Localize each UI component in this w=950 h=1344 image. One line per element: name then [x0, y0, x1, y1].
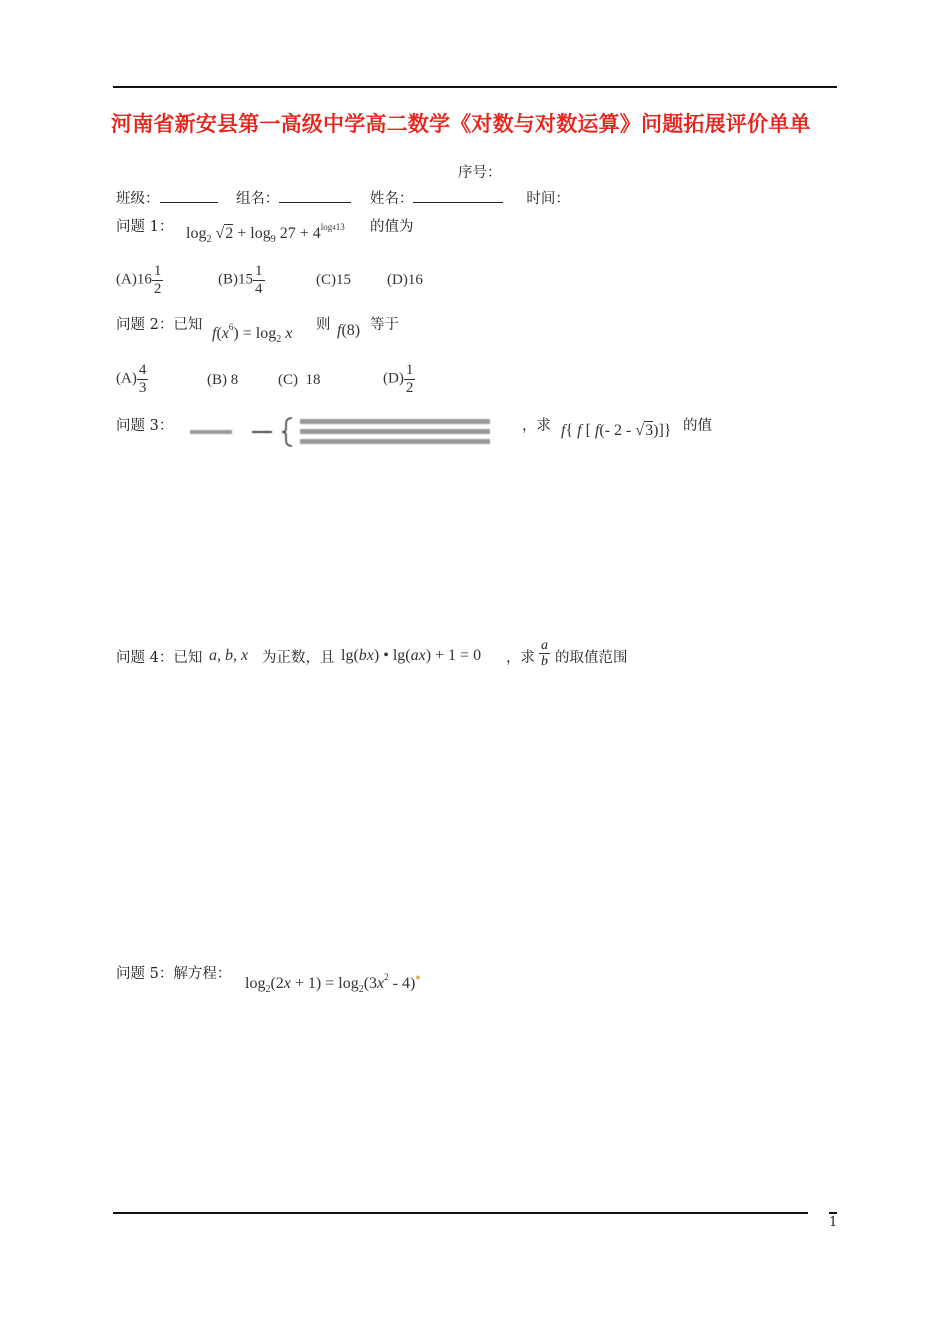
q2-d-fraction: $\frac{1}{2}$ [405, 362, 414, 396]
info-row [116, 187, 570, 208]
q2-tail: 等于 [370, 317, 399, 333]
q4-text2: ，求 [506, 650, 535, 666]
piecewise-function-image [188, 416, 498, 448]
q4-expression: lg(bx) • lg(ax) + 1 = 0 [341, 647, 482, 664]
q1-label: 问题 1： [116, 219, 174, 235]
q1-tail: 的值为 [370, 219, 414, 235]
page-title: 河南省新安县第一高级中学高二数学《对数与对数运算》问题拓展评价单单 [111, 111, 811, 136]
class-blank [160, 188, 218, 203]
q4-vars: a, b, x [209, 647, 249, 664]
name-blank [413, 188, 503, 203]
q2-option-c[interactable]: (C) 18 [278, 372, 321, 388]
q2-option-d[interactable]: (D) $\frac{1}{2}$ [383, 362, 414, 396]
q5-label: 问题 5：解方程： [116, 966, 232, 982]
q2-a-fraction: $\frac{4}{3}$ [138, 362, 147, 396]
q3-piecewise-image [188, 416, 498, 451]
q1-option-b[interactable]: (B)15 $\frac{1}{4}$ [218, 263, 263, 297]
q3-tail: 的值 [683, 418, 712, 434]
q4-text1: 为正数，且 [262, 650, 335, 666]
group-label: 组名： [235, 191, 280, 207]
top-rule [113, 86, 837, 88]
q2-then: 则 [316, 317, 331, 333]
bottom-rule [113, 1212, 808, 1214]
q1-b-fraction: $\frac{1}{4}$ [255, 263, 263, 297]
q1-expression: $\log_2 √2 + \log_9 27 + 4^{log413}$ [186, 222, 345, 245]
q2-option-a[interactable]: (A) $\frac{4}{3}$ [116, 362, 147, 396]
time-label: 时间： [526, 191, 570, 207]
name-label: 姓名： [369, 191, 414, 207]
q4-fraction: $\frac{a}{b}$ [541, 638, 548, 670]
q1-option-a[interactable]: (A)16 $\frac{1}{2}$ [116, 263, 162, 297]
q3-mid: ，求 [522, 418, 551, 434]
page-number-rule [829, 1212, 837, 1214]
q2-label: 问题 2：已知 [116, 317, 203, 333]
page-number: 1 [829, 1215, 838, 1230]
q3-label: 问题 3： [116, 418, 174, 434]
class-label: 班级： [116, 191, 160, 207]
q2-expression: $f(x^6) = \log_2 x$ [212, 322, 293, 345]
q4-label: 问题 4：已知 [116, 650, 203, 666]
q1-option-c[interactable]: (C)15 [316, 272, 351, 288]
group-blank [279, 188, 351, 203]
q1-option-d[interactable]: (D)16 [387, 272, 423, 288]
serial-label: 序号： [458, 165, 502, 181]
q2-option-b[interactable]: (B) 8 [207, 372, 239, 388]
q1-a-fraction: $\frac{1}{2}$ [153, 263, 162, 297]
q2-f8: f(8) [337, 322, 361, 339]
q4-tail: 的取值范围 [555, 650, 628, 666]
q5-equation: $\log_2(2x + 1) = \log_2(3x^2 - 4)^●$ [245, 972, 421, 995]
q3-expression: f{ f [ f(- 2 - √3)]} [561, 422, 672, 439]
